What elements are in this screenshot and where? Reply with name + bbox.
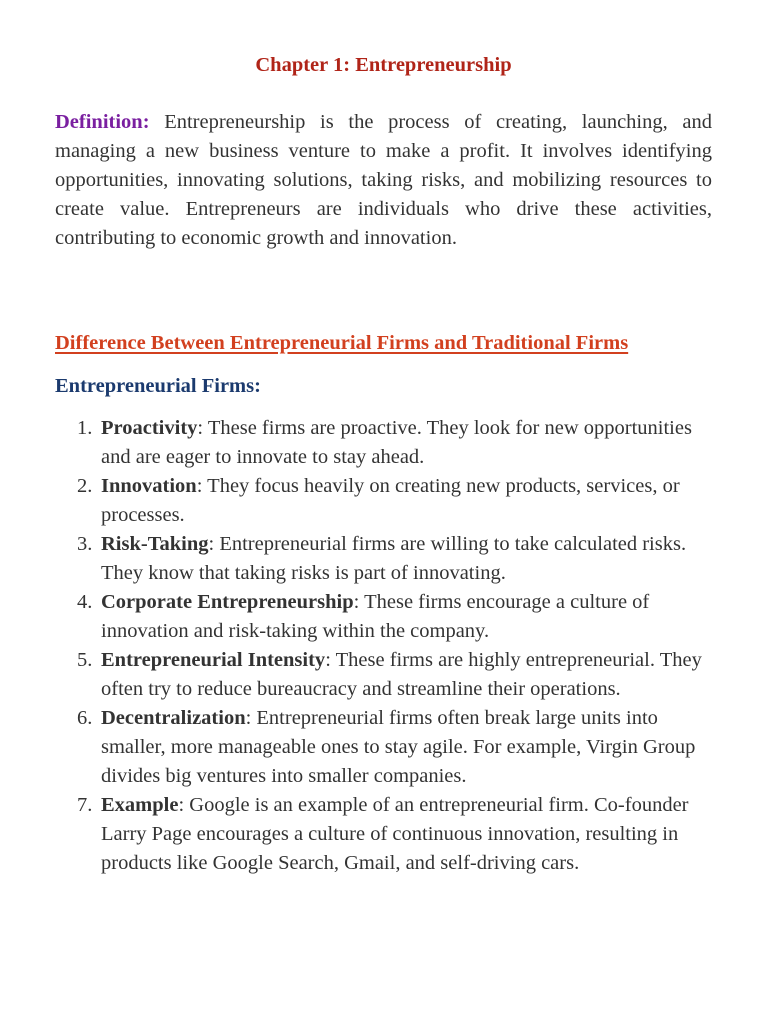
list-item <box>55 791 712 878</box>
list-item-number: 1. <box>77 417 93 439</box>
list-item-number: 2. <box>77 475 93 497</box>
list-item-term: Example <box>101 794 179 816</box>
list-item-text: : Entrepreneurial firms are willing to take calculated risks. They know that taking risks is part of innovating. <box>101 533 687 584</box>
list-item-text: : These firms are proactive. They look for new opportunities and are eager to innovate to stay ahead. <box>101 417 692 468</box>
list-item <box>55 704 712 791</box>
list-item-text: : These firms encourage a culture of innovation and risk-taking within the company. <box>101 591 650 642</box>
list-item-term: Proactivity <box>101 417 198 439</box>
list-item <box>55 646 712 704</box>
list-item-term: Innovation <box>101 475 197 497</box>
chapter-title: Chapter 1: Entrepreneurship <box>255 54 512 76</box>
list-item <box>55 472 712 530</box>
definition-text: Entrepreneurship is the process of creating, launching, and managing a new business venture to make a profit. It involves identifying opportunities, innovating solutions, taking risks, and mobilizing resources to create value. Entrepreneurs are individuals who drive these activities, contributing to economic growth and innovation. <box>55 111 712 249</box>
feature-list <box>55 414 712 878</box>
list-item <box>55 414 712 472</box>
list-item-number: 5. <box>77 649 93 671</box>
list-item <box>55 530 712 588</box>
list-item-text: : Entrepreneurial firms often break large units into smaller, more manageable ones to stay agile. For example, Virgin Group divides big ventures into smaller companies. <box>101 707 696 787</box>
list-item-number: 3. <box>77 533 93 555</box>
list-item-text: : They focus heavily on creating new products, services, or processes. <box>101 475 680 526</box>
list-item-term: Risk-Taking <box>101 533 209 555</box>
list-item-term: Decentralization <box>101 707 246 729</box>
list-item-term: Entrepreneurial Intensity <box>101 649 326 671</box>
section-heading: Difference Between Entrepreneurial Firms and Traditional Firms <box>55 332 629 354</box>
list-item-number: 6. <box>77 707 93 729</box>
list-item-text: : Google is an example of an entrepreneurial firm. Co-founder Larry Page encourages a culture of continuous innovation, resulting in products like Google Search, Gmail, and self-driving cars. <box>101 794 689 874</box>
list-item <box>55 588 712 646</box>
sub-heading: Entrepreneurial Firms: <box>55 375 261 397</box>
list-item-term: Corporate Entrepreneurship <box>101 591 354 613</box>
definition-paragraph <box>55 108 712 253</box>
list-item-number: 7. <box>77 794 93 816</box>
list-item-text: : These firms are highly entrepreneurial. They often try to reduce bureaucracy and streamline their operations. <box>101 649 702 700</box>
definition-label: Definition: <box>55 111 150 133</box>
list-item-number: 4. <box>77 591 93 613</box>
